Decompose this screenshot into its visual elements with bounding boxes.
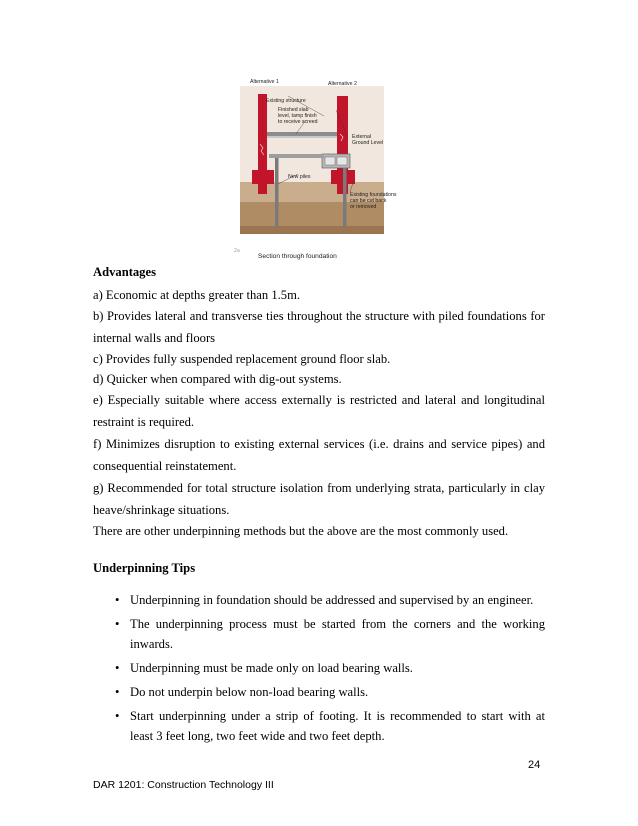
page-footer: DAR 1201: Construction Technology III [93, 779, 274, 791]
existing-structure-label: Existing structure [266, 98, 306, 104]
list-item [93, 682, 545, 702]
advantage-e: e) Especially suitable where access externally is restricted and lateral and longitudinal restraint is required. [93, 393, 545, 429]
existing-foundations-label-2: can be cut back [350, 198, 387, 204]
alt2-label: Alternative 2 [328, 81, 357, 87]
finished-slab-label-2: level, tamp finish [278, 113, 317, 119]
figure-small-mark: 2a [234, 248, 240, 254]
tips-heading: Underpinning Tips [93, 561, 196, 575]
advantage-g: g) Recommended for total structure isolation from underlying strata, particularly in clay heave/shrinkage situations. [93, 481, 545, 517]
list-item [93, 706, 545, 746]
svg-text:Section through foundation [258, 253, 337, 260]
existing-foundations-label-3: or removed [350, 204, 377, 210]
advantage-f: f) Minimizes disruption to existing external services (i.e. drains and service pipes) and consequential reinstatement. [93, 437, 545, 473]
finished-slab-label-1: Finished slab [278, 107, 309, 113]
advantage-a: a) Economic at depths greater than 1.5m. [93, 288, 301, 302]
finished-slab-label-3: to receive screed [278, 119, 318, 125]
bullet-icon: • [115, 616, 120, 631]
tip-text: Underpinning must be made only on load bearing walls. [130, 660, 413, 675]
bullet-icon: • [115, 660, 120, 675]
list-item [93, 614, 545, 654]
bullet-icon: • [115, 592, 120, 607]
bullet-icon: • [115, 684, 120, 699]
external-label-2: Ground Level [352, 140, 384, 146]
list-item [93, 590, 545, 610]
advantages-heading: Advantages [93, 265, 156, 279]
svg-text:or removed [350, 204, 376, 210]
foundation-diagram [234, 74, 397, 262]
svg-text:Alternative 2 [328, 81, 357, 87]
tip-text: The underpinning process must be started from the corners and the working inwards. [130, 616, 545, 651]
stratum-label: Suitable bearing Stratum [272, 236, 330, 242]
svg-text:Alternative 1 [250, 79, 279, 85]
figure-caption: Section through foundation [258, 253, 337, 260]
existing-foundations-label-1: Existing foundations [350, 192, 397, 198]
svg-text:to receive screed [278, 119, 318, 125]
advantage-d: d) Quicker when compared with dig-out systems. [93, 372, 342, 386]
tip-text: Start underpinning under a strip of footing. It is recommended to start with at least 3 feet long, two feet wide and two feet depth. [130, 708, 545, 743]
new-piles-label: New piles [288, 174, 311, 180]
tip-text: Underpinning in foundation should be addressed and supervised by an engineer. [130, 592, 534, 607]
list-item [93, 658, 545, 678]
alt1-label: Alternative 1 [250, 79, 279, 85]
external-label-1: External [352, 134, 372, 140]
svg-text:Suitable bearing Stratum [272, 236, 329, 242]
svg-text:New piles [288, 174, 311, 180]
foundation-section-figure [234, 74, 397, 262]
tips-list [93, 590, 545, 746]
svg-text:Existing structure [266, 98, 306, 104]
svg-text:2a [234, 248, 240, 254]
page-body [93, 264, 545, 750]
advantages-closing: There are other underpinning methods but the above are the most commonly used. [93, 524, 509, 538]
advantage-b: b) Provides lateral and transverse ties throughout the structure with piled foundations for internal walls and floors [93, 309, 545, 345]
bullet-icon: • [115, 708, 120, 723]
advantage-c: c) Provides fully suspended replacement ground floor slab. [93, 352, 391, 366]
page-number: 24 [528, 759, 541, 771]
svg-text:Ground Level [352, 140, 383, 146]
tip-text: Do not underpin below non-load bearing walls. [130, 684, 369, 699]
